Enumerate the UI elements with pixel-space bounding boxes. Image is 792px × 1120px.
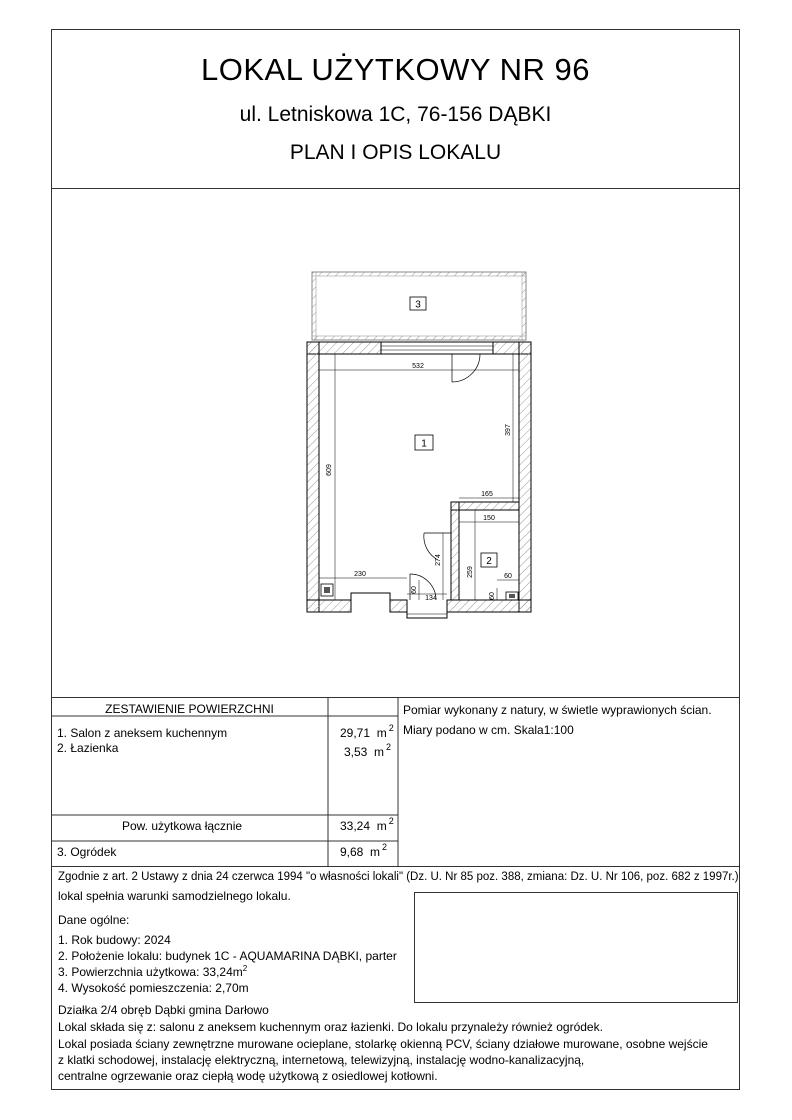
unit-title: LOKAL UŻYTKOWY NR 96 [201, 52, 590, 87]
room-tag-label: 1 [421, 438, 427, 450]
general-item-1: 1. Rok budowy: 2024 [58, 933, 171, 947]
dimension-label: 60 [489, 592, 496, 600]
total-label: Pow. użytkowa łącznie [122, 819, 243, 833]
dimension-label: 60 [504, 573, 512, 580]
measurement-note: Pomiar wykonany z natury, w świetle wyprawionych ścian. [403, 703, 712, 717]
plan-subtitle: PLAN I OPIS LOKALU [289, 141, 502, 164]
unit-address: ul. Letniskowa 1C, 76-156 DĄBKI [239, 103, 552, 126]
scale-note: Miary podano w cm. Skala1:100 [403, 723, 574, 737]
dimension-label: 259 [467, 566, 474, 578]
room-1-name: 1. Salon z aneksem kuchennym [57, 726, 228, 740]
dimension-label: 60 [411, 586, 418, 594]
general-item-2: 2. Położenie lokalu: budynek 1C - AQUAMARINA DĄBKI, parter [58, 949, 397, 963]
stamp-box [414, 892, 738, 1003]
garden-area: 9,68 m $^2$ [340, 842, 388, 859]
room-tag-label: 3 [415, 299, 421, 311]
dimension-label: 397 [505, 424, 512, 436]
room-2-name: 2. Łazienka [57, 741, 119, 755]
desc-line-2: Lokal posiada ściany zewnętrzne murowane ocieplane, stolarkę okienną PCV, ściany działowe murowane, osobne wejście [58, 1037, 708, 1051]
room-tag-label: 2 [486, 556, 492, 567]
room-2-area: 3,53 m $^2$ [344, 742, 392, 759]
legal-line-1: Zgodnie z art. 2 Ustawy z dnia 24 czerwca 1994 "o własności lokali" (Dz. U. Nr 85 poz. 388, zmiana: Dz. U. Nr 106, poz. 682 z 1997r.) [58, 871, 739, 883]
dimension-label: 274 [435, 554, 442, 566]
desc-line-4: centralne ogrzewanie oraz ciepłą wodę użytkową z osiedlowej kotłowni. [58, 1069, 438, 1083]
dimension-label: 609 [326, 464, 333, 476]
desc-line-3: z klatki schodowej, instalację elektryczną, internetową, telewizyjną, instalację wodno-kanalizacyjną, [58, 1053, 585, 1067]
garden-label: 3. Ogródek [57, 845, 117, 859]
total-area: 33,24 m $^2$ [340, 816, 394, 833]
dimension-label: 230 [354, 571, 366, 578]
plot-info: Działka 2/4 obręb Dąbki gmina Darłowo [58, 1003, 269, 1017]
summary-heading: ZESTAWIENIE POWIERZCHNI [105, 702, 274, 716]
general-item-4: 4. Wysokość pomieszczenia: 2,70m [58, 981, 249, 995]
room-1-area: 29,71 m $^2$ [340, 723, 394, 740]
general-item-3: 3. Powierzchnia użytkowa: $33,24m^2$ [58, 964, 248, 979]
general-heading: Dane ogólne: [58, 913, 130, 927]
dimension-label: 165 [481, 491, 493, 498]
dimension-label: 150 [483, 515, 495, 522]
desc-line-1: Lokal składa się z: salonu z aneksem kuchennym oraz łazienki. Do lokalu przynależy również ogródek. [58, 1020, 603, 1034]
dimension-label: 532 [412, 363, 424, 370]
legal-line-2: lokal spełnia warunki samodzielnego lokalu. [58, 889, 291, 903]
dimension-label: 134 [425, 595, 437, 602]
